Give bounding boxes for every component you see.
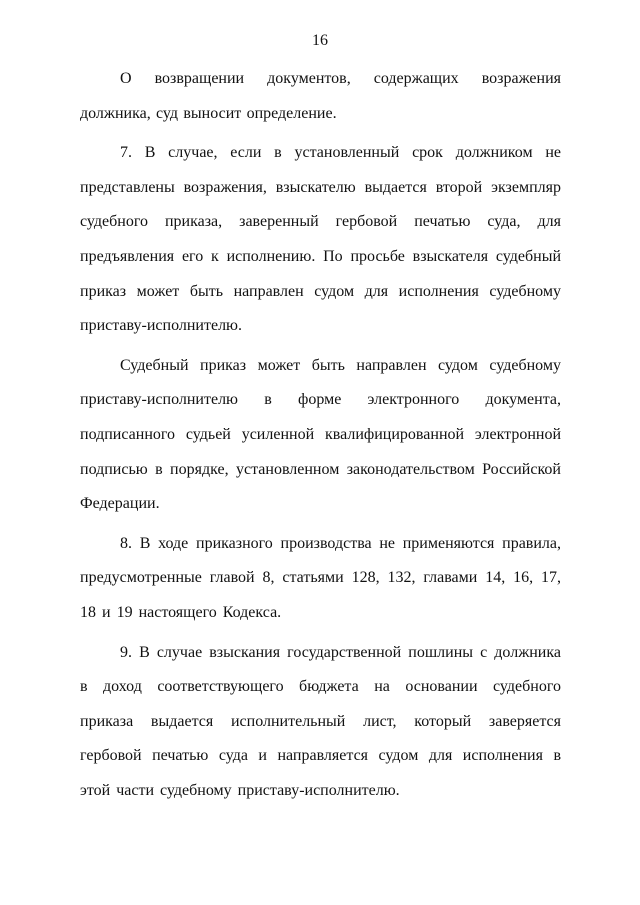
document-body (80, 62, 561, 813)
paragraph-return-of-documents: О возвращении документов, содержащих возражения должника, суд выносит определение. (80, 70, 561, 122)
paragraph-electronic-order: Судебный приказ может быть направлен судом судебному приставу-исполнителю в форме электронного документа, подписанного судьей усиленной квалифицированной электронной подписью в порядке, установленном законодательством Российской Федерации. (80, 356, 561, 513)
paragraph-9: 9. В случае взыскания государственной пошлины с должника в доход соответствующего бюджета на основании судебного приказа выдается исполнительный лист, который заверяется гербовой печатью суда и направляется судом для исполнения в этой части судебному приставу-исполнителю. (80, 643, 561, 799)
paragraph-8: 8. В ходе приказного производства не применяются правила, предусмотренные главой 8, статьями 128, 132, главами 14, 16, 17, 18 и 19 настоящего Кодекса. (80, 534, 561, 621)
paragraph-7: 7. В случае, если в установленный срок должником не представлены возражения, взыскателю выдается второй экземпляр судебного приказа, заверенный гербовой печатью суда, для предъявления его к исполнению. По просьбе взыскателя судебный приказ может быть направлен судом для исполнения судебному приставу-исполнителю. (80, 144, 561, 335)
page-number: 16 (312, 32, 328, 49)
